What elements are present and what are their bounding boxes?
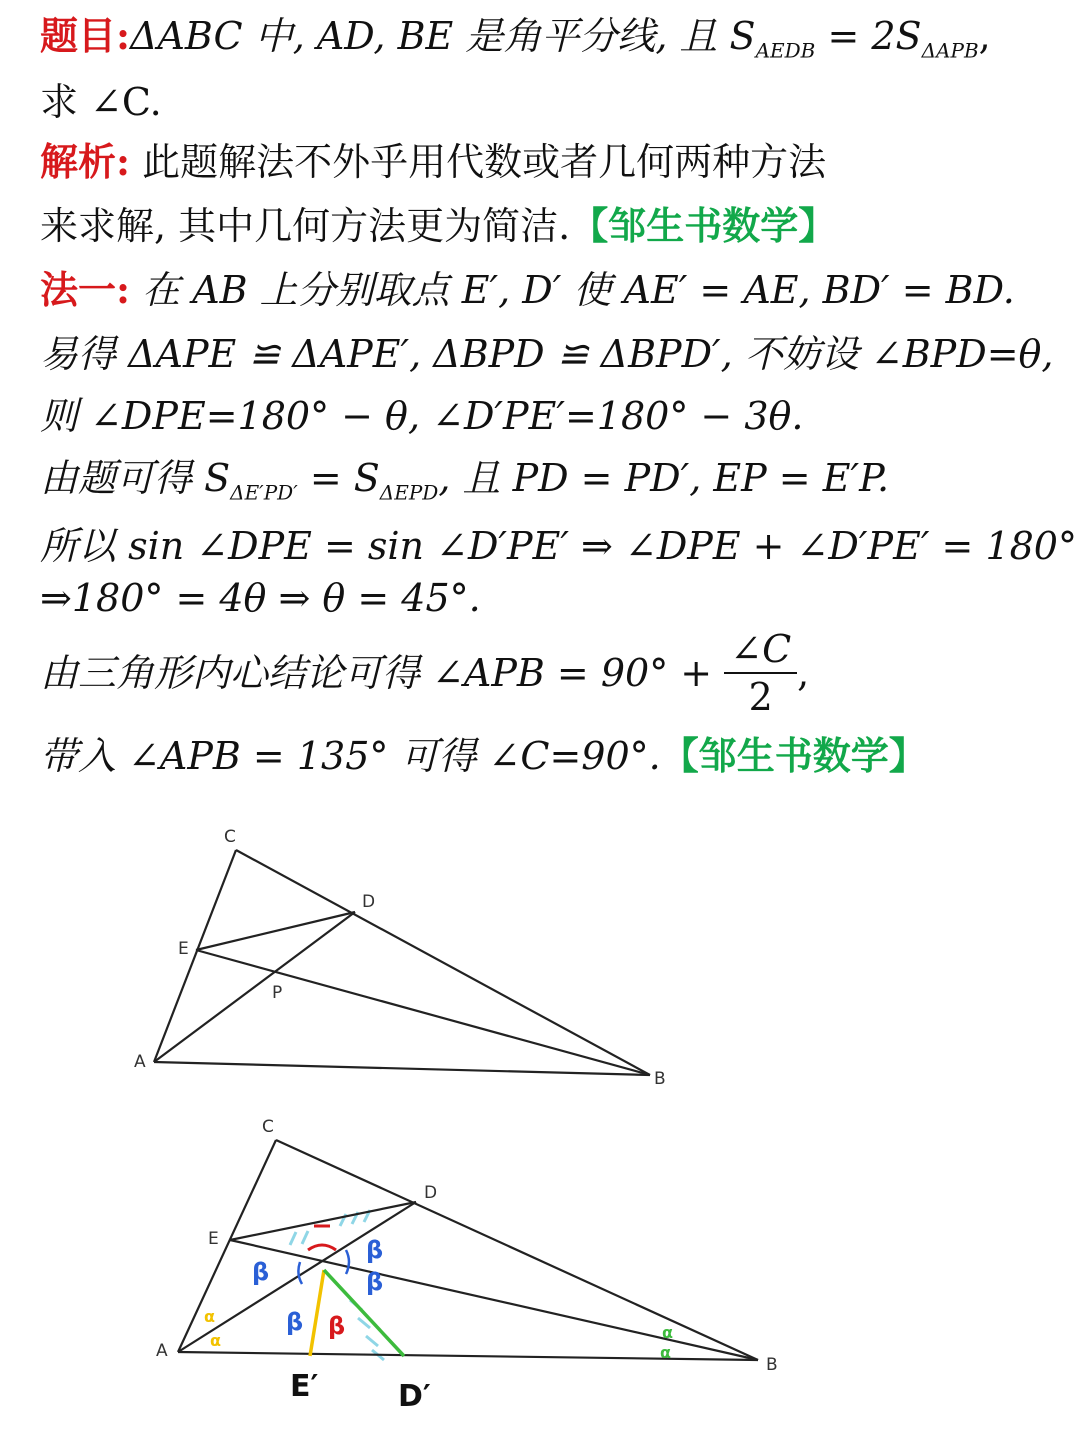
fig2-line-be	[230, 1240, 758, 1360]
problem-text: ΔABC 中, AD, BE 是角平分线, 且 S	[130, 14, 756, 58]
method1-text-1: 在 AB 上分别取点 E′, D′ 使 AE′ = AE, BD′ = BD.	[142, 268, 1015, 312]
fig2-side-ab	[178, 1352, 758, 1360]
fig2-line-ed	[230, 1202, 416, 1240]
fraction-denominator: 2	[748, 675, 773, 719]
fig2-side-cb	[276, 1140, 758, 1360]
fig2-alpha-3: α	[662, 1323, 673, 1342]
fig2-label-d: D	[424, 1183, 438, 1203]
problem-label: 题目:	[40, 13, 131, 58]
fig2-label-e: E	[208, 1229, 219, 1249]
fig2-label-e-prime: E′	[290, 1369, 319, 1404]
method1-text-4c: , 且 PD = PD′, EP = E′P.	[438, 456, 890, 500]
method1-text-5: 所以 sin ∠DPE = sin ∠D′PE′ ⇒ ∠DPE + ∠D′PE′ = 180°	[40, 524, 1077, 568]
fig2-label-b: B	[766, 1355, 778, 1375]
method1-text-3: 则 ∠DPE=180° − θ, ∠D′PE′=180° − 3θ.	[40, 394, 804, 438]
fig2-beta-1: β	[252, 1258, 270, 1286]
fig2-beta-3: β	[366, 1236, 384, 1264]
method1-text-7: 由三角形内心结论可得 ∠APB = 90° +	[40, 651, 713, 695]
fig2-label-a: A	[156, 1341, 168, 1361]
method1-text-8: 带入 ∠APB = 135° 可得 ∠C=90°.	[40, 734, 661, 778]
analysis-label: 解析:	[40, 139, 131, 184]
fraction-numerator: ∠C	[724, 626, 797, 674]
method1-text-4a: 由题可得 S	[40, 456, 231, 500]
fig1-label-b: B	[654, 1069, 666, 1089]
analysis-text-1: 此题解法不外乎用代数或者几何两种方法	[142, 140, 827, 184]
problem-tail: ,	[978, 14, 991, 58]
method1-sub-1: ΔE′PD′	[230, 480, 298, 505]
fig2-beta-5: β	[328, 1312, 346, 1340]
fig1-label-p: P	[272, 983, 283, 1003]
fig1-label-a: A	[134, 1052, 146, 1072]
method1-label: 法一:	[40, 267, 131, 312]
fig2-label-c: C	[262, 1117, 274, 1137]
method1-text-6: ⇒180° = 4θ ⇒ θ = 45°.	[40, 576, 481, 620]
fig2-beta-4: β	[366, 1268, 384, 1296]
fig2-label-d-prime: D′	[398, 1379, 431, 1414]
fig1-label-c: C	[224, 827, 236, 847]
method1-sub-2: ΔEPD	[379, 480, 439, 505]
fig2-alpha-1: α	[204, 1307, 215, 1326]
problem-sub-1: AEDB	[755, 38, 816, 63]
fig2-beta-2: β	[286, 1308, 304, 1336]
analysis-text-2: 来求解, 其中几何方法更为简洁.	[40, 204, 571, 248]
problem-sub-2: ΔAPB	[921, 38, 979, 63]
problem-eq: = 2S	[815, 14, 922, 58]
problem-question: 求 ∠C.	[40, 80, 162, 124]
method1-brand: 【邹生书数学】	[660, 733, 927, 778]
analysis-brand: 【邹生书数学】	[570, 203, 837, 248]
method1-text-4b: = S	[297, 456, 380, 500]
fig2-line-pe-prime	[310, 1270, 324, 1356]
fig2-alpha-4: α	[660, 1343, 671, 1362]
fig2-alpha-2: α	[210, 1331, 221, 1350]
fig1-label-e: E	[178, 939, 189, 959]
fig1-label-d: D	[362, 892, 376, 912]
method1-text-2: 易得 ΔAPE ≌ ΔAPE′, ΔBPD ≌ ΔBPD′, 不妨设 ∠BPD=θ,	[40, 332, 1054, 376]
method1-text-7-tail: ,	[797, 651, 810, 695]
